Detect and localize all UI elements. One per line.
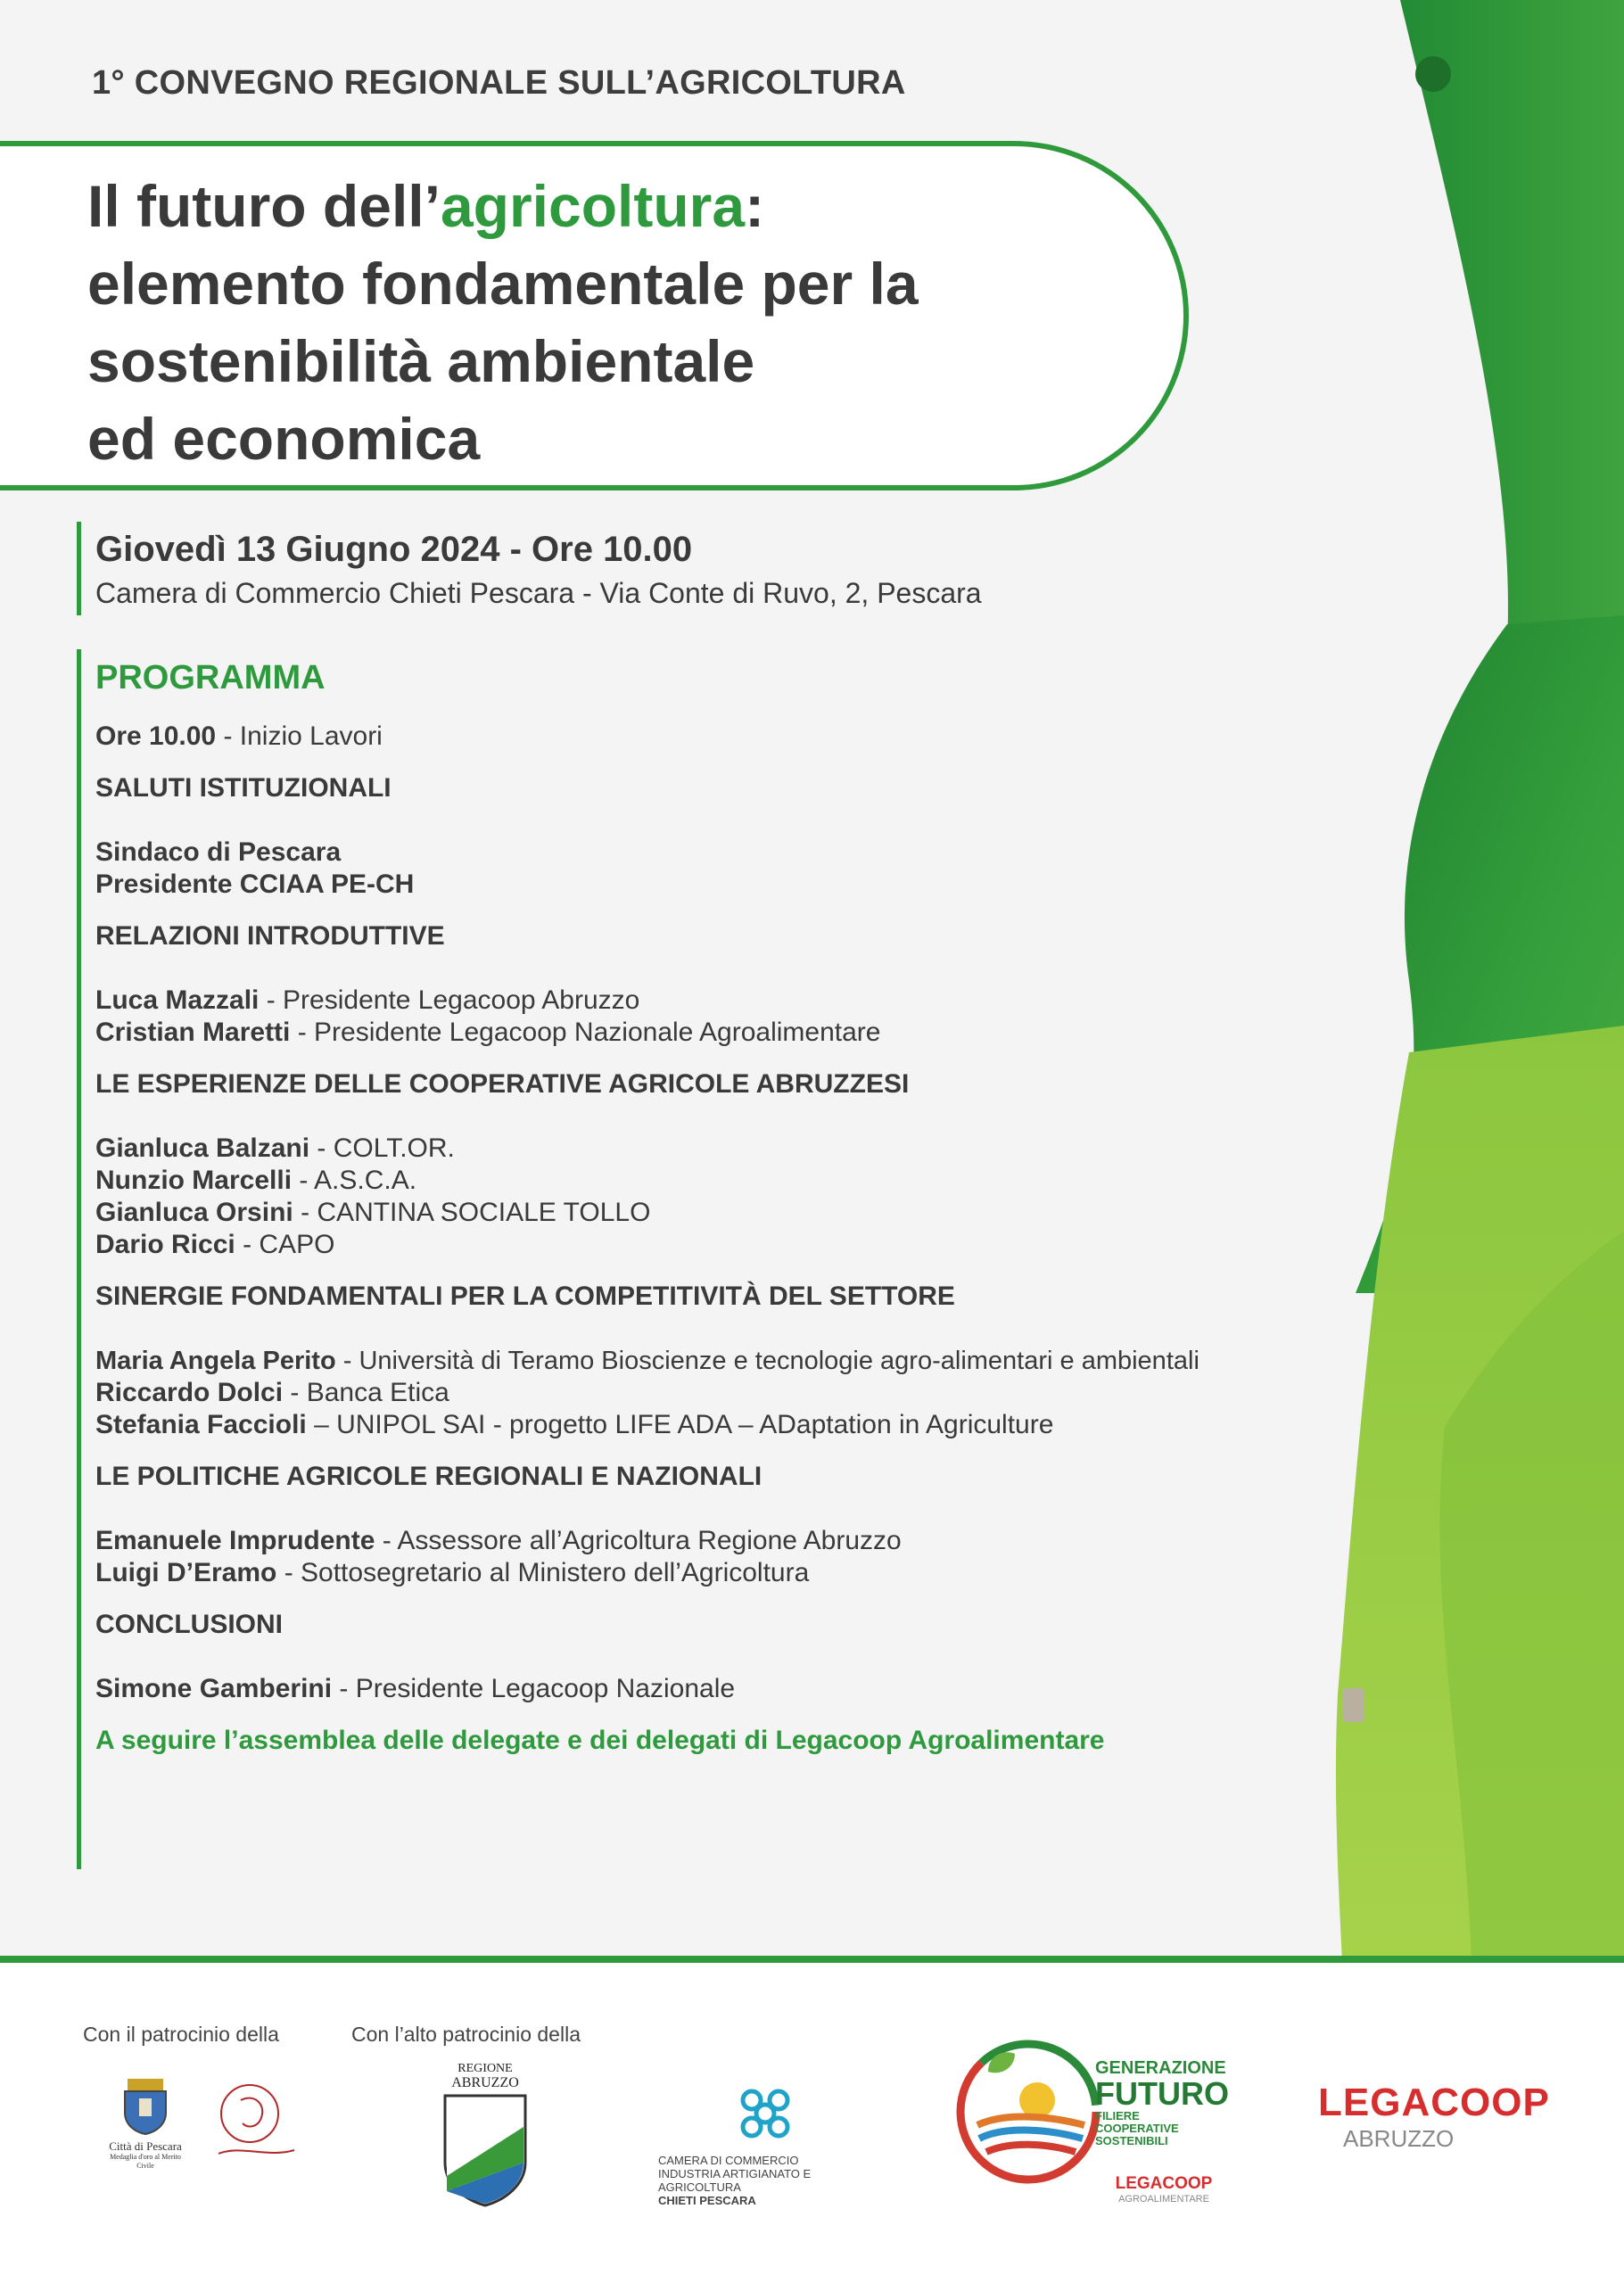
person-role: - CAPO bbox=[235, 1230, 335, 1259]
list-item bbox=[95, 837, 1397, 869]
camera-line2: INDUSTRIA ARTIGIANATO E AGRICOLTURA bbox=[658, 2167, 812, 2194]
gf-line5: SOSTENIBILI bbox=[1095, 2134, 1168, 2147]
person-name: Gianluca Balzani bbox=[95, 1133, 310, 1163]
person-role: - CANTINA SOCIALE TOLLO bbox=[293, 1198, 651, 1227]
list-item bbox=[95, 1345, 1397, 1377]
gf-line3: FILIERE bbox=[1095, 2109, 1140, 2122]
person-role: - Sottosegretario al Ministero dell’Agricoltura bbox=[276, 1558, 810, 1587]
program-note: A seguire l’assemblea delle delegate e dei delegati di Legacoop Agroalimentare bbox=[95, 1726, 1105, 1755]
title-line1-prefix: Il futuro dell’ bbox=[87, 173, 441, 239]
dannunzio-logo bbox=[205, 2073, 303, 2172]
program bbox=[77, 649, 1397, 1869]
list-item bbox=[95, 869, 1397, 901]
program-heading: PROGRAMMA bbox=[95, 659, 326, 696]
event-kicker: 1° CONVEGNO REGIONALE SULL’AGRICOLTURA bbox=[92, 64, 906, 102]
legacoop-wordmark: LEGACOOP bbox=[1318, 2081, 1550, 2124]
generazione-futuro-emblem bbox=[952, 2036, 1104, 2188]
gf-legacoop: LEGACOOP bbox=[1115, 2174, 1213, 2193]
person-name: Nunzio Marcelli bbox=[95, 1166, 293, 1195]
section-people bbox=[95, 837, 1397, 901]
person-role: - COLT.OR. bbox=[309, 1133, 455, 1163]
legacoop-abruzzo-logo bbox=[1318, 2082, 1577, 2154]
pescara-city-name: Città di Pescara bbox=[109, 2139, 182, 2153]
person-name: Dario Ricci bbox=[95, 1230, 235, 1259]
person-name: Luca Mazzali bbox=[95, 985, 260, 1015]
pescara-logo bbox=[105, 2073, 185, 2171]
person-role: - A.S.C.A. bbox=[292, 1166, 417, 1195]
list-item bbox=[95, 1017, 1397, 1049]
gf-line4: COOPERATIVE bbox=[1095, 2122, 1179, 2135]
patronage-label: Con il patrocinio della bbox=[83, 2023, 279, 2046]
person-name: Cristian Maretti bbox=[95, 1018, 291, 1047]
section-title: RELAZIONI INTRODUTTIVE bbox=[95, 921, 445, 951]
section-people bbox=[95, 1525, 1397, 1589]
person-name: Emanuele Imprudente bbox=[95, 1526, 375, 1555]
program-start bbox=[95, 721, 1397, 753]
person-name: Simone Gamberini bbox=[95, 1674, 333, 1703]
page-title bbox=[87, 168, 1158, 478]
title-line3: sostenibilità ambientale bbox=[87, 328, 755, 394]
list-item bbox=[95, 1229, 1397, 1261]
start-label: - Inizio Lavori bbox=[216, 721, 383, 751]
pescara-city-sub: Medaglia d'oro al Merito Civile bbox=[110, 2153, 181, 2170]
gf-line2: FUTURO bbox=[1095, 2075, 1229, 2112]
regione-shield-icon bbox=[441, 2091, 530, 2207]
start-time: Ore 10.00 bbox=[95, 721, 217, 751]
section-people bbox=[95, 1345, 1397, 1441]
person-role: - Assessore all’Agricoltura Regione Abruzzo bbox=[375, 1526, 902, 1555]
footer-divider bbox=[0, 1956, 1624, 1963]
gf-line1: GENERAZIONE bbox=[1095, 2058, 1226, 2078]
section-title: SALUTI ISTITUZIONALI bbox=[95, 773, 392, 803]
title-line4: ed economica bbox=[87, 406, 481, 472]
camera-line1: CAMERA DI COMMERCIO bbox=[658, 2154, 799, 2167]
gf-legacoop-sub bbox=[1106, 2174, 1222, 2205]
regione-label: REGIONE bbox=[458, 2062, 513, 2075]
pescara-crest-icon bbox=[114, 2073, 177, 2136]
camera-line3: CHIETI PESCARA bbox=[658, 2194, 756, 2207]
person-role: - Presidente Legacoop Nazionale Agroalimentare bbox=[290, 1018, 881, 1047]
generazione-futuro-text bbox=[1095, 2058, 1265, 2147]
regione-name: ABRUZZO bbox=[451, 2075, 519, 2090]
list-item bbox=[95, 1377, 1397, 1409]
legacoop-region: ABRUZZO bbox=[1343, 2125, 1455, 2152]
person-role: - Banca Etica bbox=[283, 1378, 449, 1407]
person-role: - Presidente Legacoop Nazionale bbox=[332, 1674, 736, 1703]
person-name: Maria Angela Perito bbox=[95, 1347, 336, 1375]
camera-commercio-logo bbox=[658, 2078, 890, 2207]
person-name: Presidente CCIAA PE-CH bbox=[95, 870, 415, 899]
generazione-futuro-icon bbox=[952, 2036, 1104, 2188]
list-item bbox=[95, 985, 1397, 1017]
title-highlight: agricoltura bbox=[440, 173, 746, 239]
person-role: - Presidente Legacoop Abruzzo bbox=[259, 985, 640, 1015]
title-line1-suffix: : bbox=[745, 173, 765, 239]
high-patronage-label: Con l’alto patrocinio della bbox=[351, 2023, 581, 2046]
event-info bbox=[77, 522, 982, 615]
section-title: CONCLUSIONI bbox=[95, 1610, 283, 1639]
event-date: Giovedì 13 Giugno 2024 - Ore 10.00 bbox=[95, 530, 693, 569]
dannunzio-portrait-icon bbox=[205, 2073, 303, 2172]
person-name: Sindaco di Pescara bbox=[95, 837, 342, 867]
event-place: Camera di Commercio Chieti Pescara - Via Conte di Ruvo, 2, Pescara bbox=[95, 577, 982, 609]
list-item bbox=[95, 1557, 1397, 1589]
person-name: Gianluca Orsini bbox=[95, 1198, 293, 1227]
section-people bbox=[95, 1133, 1397, 1261]
list-item bbox=[95, 1133, 1397, 1165]
list-item bbox=[95, 1673, 1397, 1705]
camera-knot-icon bbox=[730, 2078, 801, 2149]
gf-agro: AGROALIMENTARE bbox=[1118, 2194, 1209, 2205]
person-name: Riccardo Dolci bbox=[95, 1378, 284, 1407]
section-title: LE ESPERIENZE DELLE COOPERATIVE AGRICOLE ABRUZZESI bbox=[95, 1069, 910, 1099]
list-item bbox=[95, 1197, 1397, 1229]
section-title: SINERGIE FONDAMENTALI PER LA COMPETITIVITÀ DEL SETTORE bbox=[95, 1282, 955, 1311]
list-item bbox=[95, 1525, 1397, 1557]
list-item bbox=[95, 1165, 1397, 1197]
person-role: - Università di Teramo Bioscienze e tecnologie agro-alimentari e ambientali bbox=[335, 1347, 1199, 1375]
list-item bbox=[95, 1409, 1397, 1441]
person-role: – UNIPOL SAI - progetto LIFE ADA – ADaptation in Agriculture bbox=[306, 1410, 1054, 1439]
person-name: Luigi D’Eramo bbox=[95, 1558, 277, 1587]
section-people bbox=[95, 985, 1397, 1049]
section-title: LE POLITICHE AGRICOLE REGIONALI E NAZIONALI bbox=[95, 1462, 763, 1491]
title-line2: elemento fondamentale per la bbox=[87, 251, 919, 317]
regione-abruzzo-logo bbox=[439, 2062, 532, 2212]
person-name: Stefania Faccioli bbox=[95, 1410, 307, 1439]
section-people bbox=[95, 1673, 1397, 1705]
